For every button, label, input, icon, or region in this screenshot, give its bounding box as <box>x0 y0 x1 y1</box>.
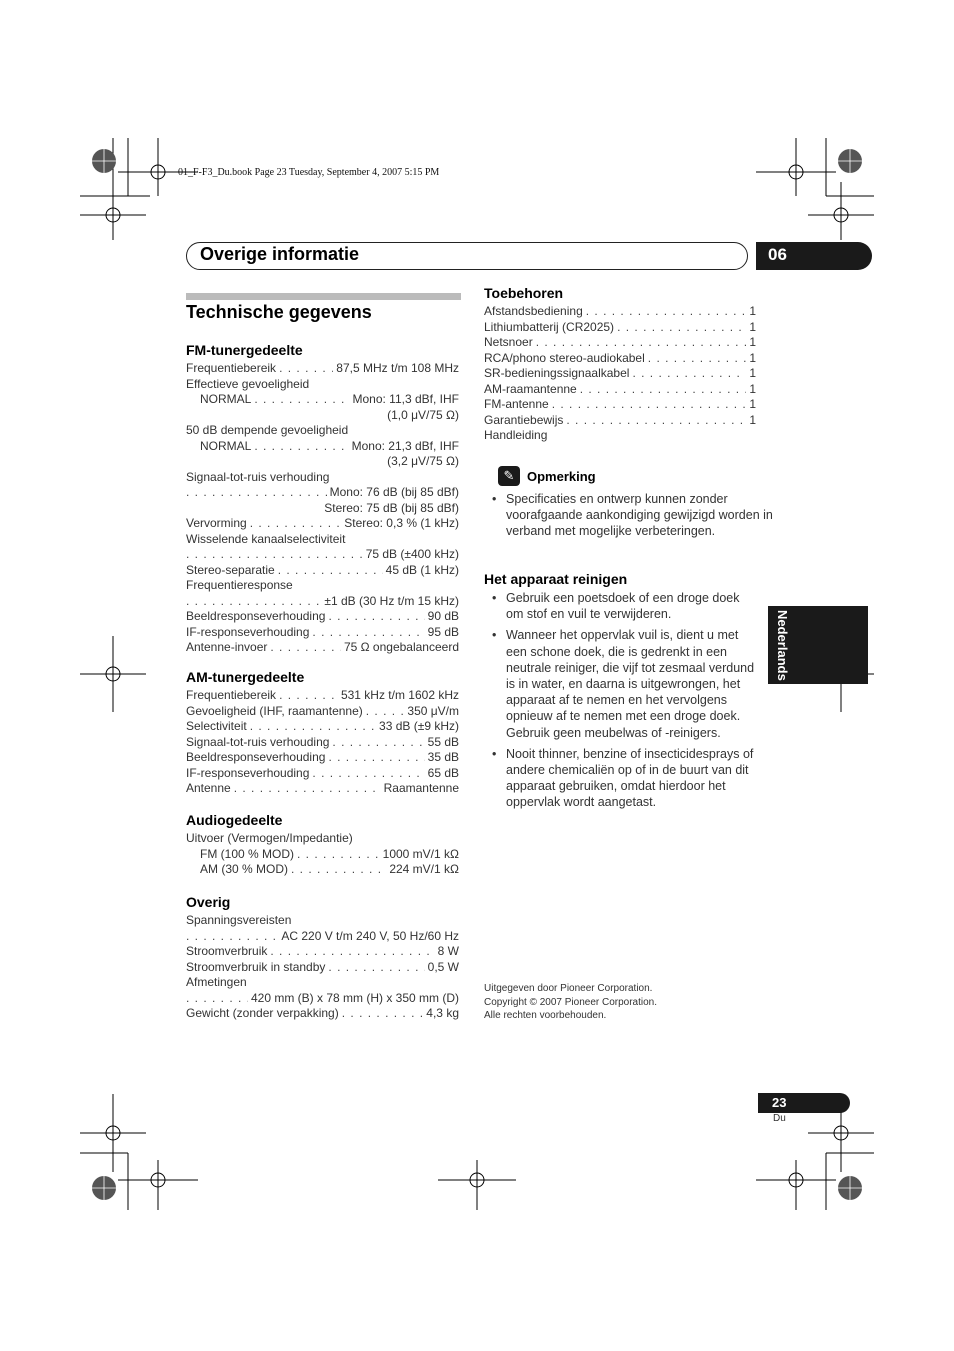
audio-heading: Audiogedeelte <box>186 812 283 828</box>
chapter-number: 06 <box>768 245 787 264</box>
list-item: • Nooit thinner, benzine of insecticidesprays of andere chemicaliën op of in de buurt van dit apparaat gebruiken, omdat hierdoor het oppervlak wordt aangetast. <box>484 746 756 811</box>
list-item: RCA/phono stereo-audiokabel . . . 1 <box>484 351 756 367</box>
list-item: Garantiebewijs . . . 1 <box>484 413 756 429</box>
list-item: Handleiding <box>484 428 548 442</box>
note-label: Opmerking <box>527 469 596 484</box>
misc-specs: Spanningsvereisten . . . AC 220 V t/m 240 V, 50 Hz/60 Hz Stroomverbruik . . . 8 W Stroomverbruik in standby . . . 0,5 W Afmetingen . . . 420 mm (B) x 78 mm (H) x 350 mm (D) Gewicht (zonder verpakking) . . . 4,3 kg <box>186 913 459 1022</box>
list-item: • Wanneer het oppervlak vuil is, dient u met een schone doek, die is gedrenkt in een neutrale reiniger, die vijf tot zesmaal verdund is in water, en daarna is uitgewrongen, het apparaat af te nemen en het vervolgens opnieuw af te nemen met een droge doek. Gebruik geen meubelwas of -reinigers. <box>484 627 756 740</box>
am-heading: AM-tunergedeelte <box>186 669 305 685</box>
fm-specs: Frequentiebereik . . . 87,5 MHz t/m 108 MHz Effectieve gevoeligheid NORMAL . . . Mono: 11,3 dBf, IHF (1,0 μV/75 Ω) 50 dB dempende gevoeligheid NORMAL . . . Mono: 21,3 dBf, IHF (3,2 μV/75 Ω) Signaal-tot-ruis verhouding . . . Mono: 76 dB (bij 85 dBf) Stereo: 75 dB (bij 85 dBf) Vervorming . . . Stereo: 0,3 % (1 kHz) Wisselende kanaalselectiviteit . . . 75 dB (±400 kHz) Stereo-separatie . . . 45 dB (1 kHz) Frequentieresponse . . . ±1 dB (30 Hz t/m 15 kHz) Beeldresponseverhouding . . . 90 dB IF-responseverhouding . . . 95 dB Antenne-invoer . . . 75 Ω ongebalanceerd <box>186 361 459 656</box>
misc-heading: Overig <box>186 894 231 910</box>
pencil-icon: ✎ <box>498 466 520 486</box>
section-bar <box>186 293 461 300</box>
accessories-list <box>484 304 756 444</box>
chapter-title: Overige informatie <box>200 244 360 264</box>
list-item: Lithiumbatterij (CR2025) . . . 1 <box>484 320 756 336</box>
publisher-info: Uitgegeven door Pioneer Corporation. Copyright © 2007 Pioneer Corporation. Alle rechten voorbehouden. <box>484 983 658 1021</box>
language-label: Nederlands <box>775 610 790 681</box>
list-item: Afstandsbediening . . . 1 <box>484 304 756 320</box>
list-item: SR-bedieningssignaalkabel . . . 1 <box>484 366 756 382</box>
list-item: • Gebruik een poetsdoek of een droge doek om stof en vuil te verwijderen. <box>484 590 756 622</box>
section-title: Technische gegevens <box>186 302 372 322</box>
accessories-heading: Toebehoren <box>484 285 564 301</box>
list-item: Netsnoer . . . 1 <box>484 335 756 351</box>
page-language: Du <box>773 1113 786 1124</box>
book-info-line: 01_F-F3_Du.book Page 23 Tuesday, September 4, 2007 5:15 PM <box>178 167 440 178</box>
am-specs: Frequentiebereik . . . 531 kHz t/m 1602 kHz Gevoeligheid (IHF, raamantenne) . . . 350 μV/m Selectiviteit . . . 33 dB (±9 kHz) Signaal-tot-ruis verhouding . . . 55 dB Beeldresponseverhouding . . . 35 dB IF-responseverhouding . . . 65 dB Antenne . . . Raamantenne <box>186 688 459 797</box>
cleaning-list <box>484 590 756 811</box>
list-item: AM-raamantenne . . . 1 <box>484 382 756 398</box>
cleaning-heading: Het apparaat reinigen <box>484 571 628 587</box>
list-item: FM-antenne . . . 1 <box>484 397 756 413</box>
fm-heading: FM-tunergedeelte <box>186 342 303 358</box>
audio-specs: Uitvoer (Vermogen/Impedantie) FM (100 % MOD) . . . 1000 mV/1 kΩ AM (30 % MOD) . . . 224 mV/1 kΩ <box>186 831 459 878</box>
note-text: • Specificaties en ontwerp kunnen zonder voorafgaande aankondiging gewijzigd worden in verband met mogelijke verbeteringen. <box>484 491 778 540</box>
page-number: 23 <box>772 1095 787 1110</box>
